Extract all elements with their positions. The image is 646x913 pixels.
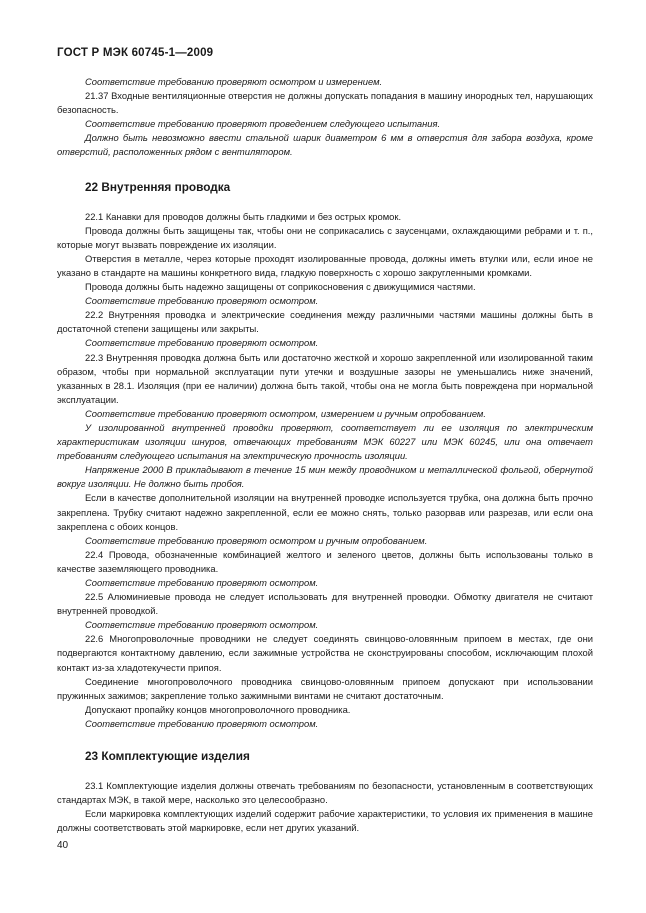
paragraph: Провода должны быть надежно защищены от соприкосновения с движущимися частями. xyxy=(85,281,476,293)
paragraph: Соответствие требованию проверяют осмотром. xyxy=(85,295,319,307)
section-heading-23: 23 Комплектующие изделия xyxy=(85,749,250,764)
document-header: ГОСТ Р МЭК 60745-1—2009 xyxy=(57,47,214,59)
paragraph: Соответствие требованию проверяют осмотром, измерением и ручным опробованием. xyxy=(85,407,486,419)
paragraph: 21.37 Входные вентиляционные отверстия не должны допускать попадания в машину инородных тел, нарушающих безопасность. xyxy=(57,90,593,116)
page-number: 40 xyxy=(57,840,69,851)
paragraph: Если в качестве дополнительной изоляции на внутренней проводке используется трубка, она должна быть прочно закреплена. Трубку считают надежно закрепленной, если ее можно снять, только разорвав или разрезав, или если она закреплена с обоих концов. xyxy=(57,492,593,532)
paragraph: Должно быть невозможно ввести стальной шарик диаметром 6 мм в отверстия для забора воздуха, кроме отверстий, расположенных рядом с вентилятором. xyxy=(57,132,593,158)
paragraph: Соединение многопроволочного проводника свинцово-оловянным припоем допускают при использовании пружинных зажимов; закрепление только зажимными винтами не считают достаточным. xyxy=(57,675,593,701)
paragraph: Соответствие требованию проверяют проведением следующего испытания. xyxy=(85,118,441,130)
paragraph: Если маркировка комплектующих изделий содержит рабочие характеристики, то условия их применения в машине должны соответствовать этой маркировке, если нет других указаний. xyxy=(57,808,593,834)
paragraph: Соответствие требованию проверяют осмотром. xyxy=(85,337,319,349)
paragraph: Соответствие требованию проверяют осмотром и измерением. xyxy=(85,76,383,87)
paragraph: Соответствие требованию проверяют осмотром. xyxy=(85,577,319,588)
paragraph: Соответствие требованию проверяют осмотром. xyxy=(85,717,319,729)
paragraph: 22.1 Канавки для проводов должны быть гладкими и без острых кромок. xyxy=(85,210,402,222)
paragraph: У изолированной внутренней проводки проверяют, соответствует ли ее изоляция по электрическим характеристикам изоляции шнуров, отвечающих требованиям МЭК 60227 или МЭК 60245, или она отвечает требованиям следующего испытания на электрическую прочность изоляции. xyxy=(57,421,593,462)
paragraph: 22.3 Внутренняя проводка должна быть или достаточно жесткой и хорошо закрепленной или изолированной таким образом, чтобы при нормальной эксплуатации пути утечки и воздушные зазоры не уменьшались ниже значений, указанных в 28.1. Изоляция (при ее наличии) должна быть такой, чтобы она не могла быть повреждена при нормальной эксплуатации. xyxy=(57,351,593,405)
paragraph: 22.6 Многопроволочные проводники не следует соединять свинцово-оловянным припоем в местах, где они подвергаются контактному давлению, если зажимные устройства не сконструированы способом, исключающим плохой контакт из-за хладотекучести припоя. xyxy=(57,633,593,673)
paragraph: Провода должны быть защищены так, чтобы они не соприкасались с заусенцами, охлаждающими ребрами и т. п., которые могут вызвать повреждение их изоляции. xyxy=(57,224,593,250)
paragraph: 23.1 Комплектующие изделия должны отвечать требованиям по безопасности, установленным в соответствующих стандартах МЭК, в такой мере, насколько это целесообразно. xyxy=(57,780,593,806)
paragraph: Соответствие требованию проверяют осмотром. xyxy=(85,619,319,631)
paragraph: Отверстия в металле, через которые проходят изолированные провода, должны иметь втулки или, если иное не указано в стандарте на машины конкретного вида, гладкую поверхность с хорошо закругленными кромками. xyxy=(57,252,593,278)
document-body xyxy=(57,75,593,835)
paragraph: Допускают пропайку концов многопроволочного проводника. xyxy=(85,703,351,715)
paragraph: Напряжение 2000 В прикладывают в течение 15 мин между проводником и металлической фольгой, обернутой вокруг изоляции. Не должно быть пробоя. xyxy=(57,464,593,490)
paragraph: 22.5 Алюминиевые провода не следует использовать для внутренней проводки. Обмотку двигателя не считают внутренней проводкой. xyxy=(57,591,593,617)
paragraph: 22.4 Провода, обозначенные комбинацией желтого и зеленого цветов, должны быть использованы только в качестве заземляющего проводника. xyxy=(57,548,593,574)
paragraph: Соответствие требованию проверяют осмотром и ручным опробованием. xyxy=(85,534,428,546)
paragraph: 22.2 Внутренняя проводка и электрические соединения между различными частями машины должны быть в достаточной степени защищены или закрыты. xyxy=(57,309,593,335)
section-heading-22: 22 Внутренняя проводка xyxy=(85,179,231,194)
